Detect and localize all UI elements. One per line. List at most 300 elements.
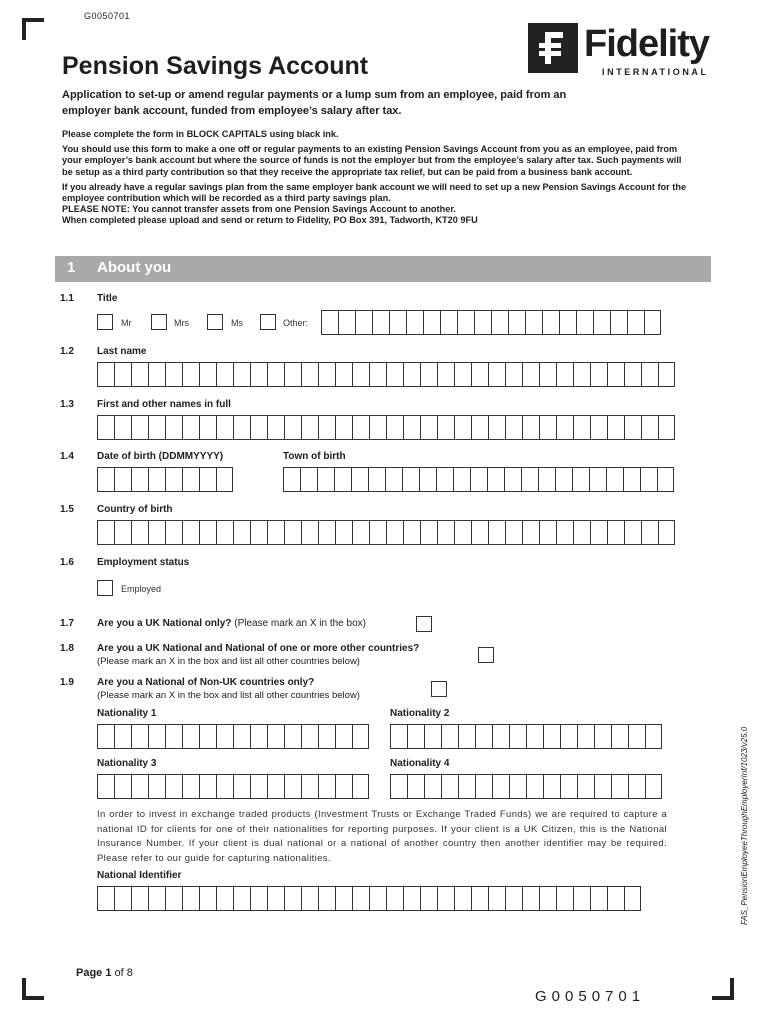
character-box[interactable] xyxy=(658,415,675,440)
character-box[interactable] xyxy=(624,362,641,387)
character-box[interactable] xyxy=(114,724,131,749)
character-box[interactable] xyxy=(437,415,454,440)
character-box[interactable] xyxy=(538,467,555,492)
character-box[interactable] xyxy=(624,886,641,911)
non-uk-only-label: Are you a National of Non-UK countries only? xyxy=(97,677,315,688)
character-box[interactable] xyxy=(131,724,148,749)
character-box[interactable] xyxy=(97,467,114,492)
character-box[interactable] xyxy=(318,724,335,749)
character-box[interactable] xyxy=(488,886,505,911)
character-box[interactable] xyxy=(216,520,233,545)
character-box[interactable] xyxy=(165,362,182,387)
character-box[interactable] xyxy=(453,467,470,492)
character-box[interactable] xyxy=(543,724,560,749)
character-box[interactable] xyxy=(560,774,577,799)
character-box[interactable] xyxy=(471,886,488,911)
character-box[interactable] xyxy=(522,415,539,440)
character-box[interactable] xyxy=(301,415,318,440)
character-box[interactable] xyxy=(233,724,250,749)
character-box[interactable] xyxy=(182,774,199,799)
character-box[interactable] xyxy=(267,774,284,799)
character-box[interactable] xyxy=(628,724,645,749)
character-box[interactable] xyxy=(641,362,658,387)
character-box[interactable] xyxy=(148,520,165,545)
fidelity-logo-icon xyxy=(528,23,578,73)
character-box[interactable] xyxy=(385,467,402,492)
character-box[interactable] xyxy=(199,467,216,492)
character-box[interactable] xyxy=(525,310,542,335)
character-box[interactable] xyxy=(492,774,509,799)
character-box[interactable] xyxy=(352,724,369,749)
character-box[interactable] xyxy=(407,774,424,799)
character-box[interactable] xyxy=(199,520,216,545)
character-box[interactable] xyxy=(458,774,475,799)
character-box[interactable] xyxy=(267,362,284,387)
character-box[interactable] xyxy=(555,467,572,492)
character-box[interactable] xyxy=(321,310,338,335)
intro-line: PLEASE NOTE: You cannot transfer assets from one Pension Savings Account to another. xyxy=(62,204,456,215)
character-box[interactable] xyxy=(97,520,114,545)
character-box[interactable] xyxy=(623,467,640,492)
character-box[interactable] xyxy=(658,520,675,545)
character-box[interactable] xyxy=(491,310,508,335)
non-uk-only-checkbox[interactable] xyxy=(431,681,447,697)
character-box[interactable] xyxy=(250,724,267,749)
character-box[interactable] xyxy=(301,362,318,387)
character-box[interactable] xyxy=(475,724,492,749)
character-box[interactable] xyxy=(657,467,674,492)
character-box[interactable] xyxy=(131,520,148,545)
character-box[interactable] xyxy=(522,886,539,911)
character-box[interactable] xyxy=(386,886,403,911)
character-box[interactable] xyxy=(233,520,250,545)
character-box[interactable] xyxy=(644,310,661,335)
character-box[interactable] xyxy=(539,886,556,911)
character-box[interactable] xyxy=(131,467,148,492)
character-box[interactable] xyxy=(471,520,488,545)
country-of-birth-input[interactable] xyxy=(97,520,675,545)
character-box[interactable] xyxy=(488,415,505,440)
character-box[interactable] xyxy=(165,774,182,799)
character-box[interactable] xyxy=(284,362,301,387)
page-current: 1 xyxy=(105,967,112,979)
character-box[interactable] xyxy=(284,886,301,911)
character-box[interactable] xyxy=(645,724,662,749)
character-box[interactable] xyxy=(556,520,573,545)
character-box[interactable] xyxy=(216,774,233,799)
form-reference-bottom: G0050701 xyxy=(535,988,646,1005)
character-box[interactable] xyxy=(267,724,284,749)
character-box[interactable] xyxy=(317,467,334,492)
character-box[interactable] xyxy=(250,415,267,440)
character-box[interactable] xyxy=(182,724,199,749)
character-box[interactable] xyxy=(542,310,559,335)
character-box[interactable] xyxy=(610,310,627,335)
character-box[interactable] xyxy=(199,886,216,911)
character-box[interactable] xyxy=(407,724,424,749)
character-box[interactable] xyxy=(335,774,352,799)
character-box[interactable] xyxy=(539,415,556,440)
character-box[interactable] xyxy=(114,467,131,492)
character-box[interactable] xyxy=(577,724,594,749)
character-box[interactable] xyxy=(114,362,131,387)
character-box[interactable] xyxy=(556,886,573,911)
character-box[interactable] xyxy=(284,774,301,799)
character-box[interactable] xyxy=(457,310,474,335)
character-box[interactable] xyxy=(475,774,492,799)
question-number: 1.9 xyxy=(60,677,74,688)
character-box[interactable] xyxy=(334,467,351,492)
character-box[interactable] xyxy=(301,724,318,749)
country-of-birth-label: Country of birth xyxy=(97,504,173,515)
character-box[interactable] xyxy=(488,362,505,387)
character-box[interactable] xyxy=(611,774,628,799)
character-box[interactable] xyxy=(114,415,131,440)
character-box[interactable] xyxy=(352,362,369,387)
character-box[interactable] xyxy=(423,310,440,335)
character-box[interactable] xyxy=(593,310,610,335)
character-box[interactable] xyxy=(526,724,543,749)
character-box[interactable] xyxy=(573,520,590,545)
title-other-input[interactable] xyxy=(321,310,661,335)
character-box[interactable] xyxy=(165,467,182,492)
title-ms-checkbox[interactable] xyxy=(207,314,223,330)
character-box[interactable] xyxy=(284,415,301,440)
character-box[interactable] xyxy=(284,724,301,749)
character-box[interactable] xyxy=(199,362,216,387)
character-box[interactable] xyxy=(369,520,386,545)
nationality-2-label: Nationality 2 xyxy=(390,708,450,719)
character-box[interactable] xyxy=(556,415,573,440)
character-box[interactable] xyxy=(284,520,301,545)
national-identifier-label: National Identifier xyxy=(97,870,182,881)
character-box[interactable] xyxy=(131,886,148,911)
title-mr-checkbox[interactable] xyxy=(97,314,113,330)
character-box[interactable] xyxy=(199,774,216,799)
character-box[interactable] xyxy=(474,310,491,335)
character-box[interactable] xyxy=(390,724,407,749)
character-box[interactable] xyxy=(420,520,437,545)
character-box[interactable] xyxy=(577,774,594,799)
character-box[interactable] xyxy=(505,362,522,387)
character-box[interactable] xyxy=(114,886,131,911)
character-box[interactable] xyxy=(606,467,623,492)
nationality-4-label: Nationality 4 xyxy=(390,758,450,769)
character-box[interactable] xyxy=(419,467,436,492)
character-box[interactable] xyxy=(492,724,509,749)
character-box[interactable] xyxy=(352,774,369,799)
character-box[interactable] xyxy=(97,724,114,749)
character-box[interactable] xyxy=(97,362,114,387)
brand-subtitle: INTERNATIONAL xyxy=(602,67,709,77)
character-box[interactable] xyxy=(505,886,522,911)
character-box[interactable] xyxy=(556,362,573,387)
title-label: Title xyxy=(97,293,118,304)
character-box[interactable] xyxy=(318,415,335,440)
character-box[interactable] xyxy=(352,886,369,911)
character-box[interactable] xyxy=(318,520,335,545)
character-box[interactable] xyxy=(590,362,607,387)
character-box[interactable] xyxy=(352,415,369,440)
character-box[interactable] xyxy=(386,415,403,440)
character-box[interactable] xyxy=(539,362,556,387)
character-box[interactable] xyxy=(508,310,525,335)
character-box[interactable] xyxy=(641,415,658,440)
dob-input[interactable] xyxy=(97,467,233,492)
character-box[interactable] xyxy=(590,520,607,545)
question-number: 1.7 xyxy=(60,618,74,629)
character-box[interactable] xyxy=(402,467,419,492)
character-box[interactable] xyxy=(335,362,352,387)
character-box[interactable] xyxy=(148,774,165,799)
character-box[interactable] xyxy=(148,467,165,492)
character-box[interactable] xyxy=(301,520,318,545)
character-box[interactable] xyxy=(559,310,576,335)
character-box[interactable] xyxy=(301,774,318,799)
character-box[interactable] xyxy=(590,415,607,440)
character-box[interactable] xyxy=(576,310,593,335)
character-box[interactable] xyxy=(165,520,182,545)
character-box[interactable] xyxy=(267,415,284,440)
character-box[interactable] xyxy=(386,362,403,387)
town-of-birth-input[interactable] xyxy=(283,467,674,492)
character-box[interactable] xyxy=(607,886,624,911)
character-box[interactable] xyxy=(182,520,199,545)
last-name-label: Last name xyxy=(97,346,147,357)
character-box[interactable] xyxy=(97,886,114,911)
character-box[interactable] xyxy=(471,362,488,387)
character-box[interactable] xyxy=(424,774,441,799)
character-box[interactable] xyxy=(454,886,471,911)
character-box[interactable] xyxy=(560,724,577,749)
character-box[interactable] xyxy=(369,886,386,911)
character-box[interactable] xyxy=(131,362,148,387)
character-box[interactable] xyxy=(318,886,335,911)
character-box[interactable] xyxy=(607,415,624,440)
employment-status-label: Employment status xyxy=(97,557,190,568)
character-box[interactable] xyxy=(436,467,453,492)
character-box[interactable] xyxy=(165,886,182,911)
character-box[interactable] xyxy=(301,886,318,911)
character-box[interactable] xyxy=(148,415,165,440)
character-box[interactable] xyxy=(658,362,675,387)
character-box[interactable] xyxy=(573,415,590,440)
character-box[interactable] xyxy=(182,362,199,387)
character-box[interactable] xyxy=(624,415,641,440)
character-box[interactable] xyxy=(335,724,352,749)
question-number: 1.4 xyxy=(60,451,74,462)
character-box[interactable] xyxy=(369,415,386,440)
character-box[interactable] xyxy=(594,724,611,749)
section-title: About you xyxy=(97,259,172,276)
character-box[interactable] xyxy=(390,774,407,799)
character-box[interactable] xyxy=(509,774,526,799)
character-box[interactable] xyxy=(470,467,487,492)
nationality-3-input[interactable] xyxy=(97,774,369,799)
character-box[interactable] xyxy=(488,520,505,545)
character-box[interactable] xyxy=(589,467,606,492)
character-box[interactable] xyxy=(199,415,216,440)
uk-national-only-checkbox[interactable] xyxy=(416,616,432,632)
character-box[interactable] xyxy=(318,774,335,799)
character-box[interactable] xyxy=(403,415,420,440)
character-box[interactable] xyxy=(352,520,369,545)
character-box[interactable] xyxy=(441,774,458,799)
character-box[interactable] xyxy=(97,415,114,440)
character-box[interactable] xyxy=(335,886,352,911)
character-box[interactable] xyxy=(607,520,624,545)
character-box[interactable] xyxy=(233,774,250,799)
character-box[interactable] xyxy=(250,520,267,545)
character-box[interactable] xyxy=(440,310,457,335)
character-box[interactable] xyxy=(437,886,454,911)
character-box[interactable] xyxy=(267,886,284,911)
character-box[interactable] xyxy=(505,415,522,440)
character-box[interactable] xyxy=(368,467,385,492)
first-names-input[interactable] xyxy=(97,415,675,440)
character-box[interactable] xyxy=(573,886,590,911)
character-box[interactable] xyxy=(641,520,658,545)
character-box[interactable] xyxy=(351,467,368,492)
character-box[interactable] xyxy=(267,520,284,545)
character-box[interactable] xyxy=(300,467,317,492)
character-box[interactable] xyxy=(458,724,475,749)
character-box[interactable] xyxy=(521,467,538,492)
character-box[interactable] xyxy=(182,415,199,440)
character-box[interactable] xyxy=(233,415,250,440)
character-box[interactable] xyxy=(420,886,437,911)
question-number: 1.1 xyxy=(60,293,74,304)
dob-label: Date of birth (DDMMYYYY) xyxy=(97,451,224,462)
character-box[interactable] xyxy=(335,415,352,440)
character-box[interactable] xyxy=(403,362,420,387)
character-box[interactable] xyxy=(318,362,335,387)
nationality-2-input[interactable] xyxy=(390,724,662,749)
character-box[interactable] xyxy=(573,362,590,387)
uk-and-other-label: Are you a UK National and National of one or more other countries? xyxy=(97,643,420,654)
title-other-checkbox[interactable] xyxy=(260,314,276,330)
form-reference-top: G0050701 xyxy=(84,11,131,21)
first-names-label: First and other names in full xyxy=(97,399,231,410)
option-label: Other: xyxy=(283,318,309,328)
character-box[interactable] xyxy=(526,774,543,799)
character-box[interactable] xyxy=(640,467,657,492)
character-box[interactable] xyxy=(454,415,471,440)
character-box[interactable] xyxy=(607,362,624,387)
character-box[interactable] xyxy=(454,362,471,387)
character-box[interactable] xyxy=(148,886,165,911)
character-box[interactable] xyxy=(233,886,250,911)
character-box[interactable] xyxy=(522,362,539,387)
character-box[interactable] xyxy=(487,467,504,492)
character-box[interactable] xyxy=(522,520,539,545)
character-box[interactable] xyxy=(539,520,556,545)
character-box[interactable] xyxy=(389,310,406,335)
employed-checkbox[interactable] xyxy=(97,580,113,596)
character-box[interactable] xyxy=(199,724,216,749)
character-box[interactable] xyxy=(420,415,437,440)
nationality-1-input[interactable] xyxy=(97,724,369,749)
nationality-4-input[interactable] xyxy=(390,774,662,799)
character-box[interactable] xyxy=(338,310,355,335)
character-box[interactable] xyxy=(97,774,114,799)
character-box[interactable] xyxy=(182,886,199,911)
question-hint: (Please mark an X in the box) xyxy=(234,618,366,629)
character-box[interactable] xyxy=(165,415,182,440)
character-box[interactable] xyxy=(403,886,420,911)
character-box[interactable] xyxy=(628,774,645,799)
character-box[interactable] xyxy=(216,362,233,387)
intro-text xyxy=(62,129,692,231)
character-box[interactable] xyxy=(437,520,454,545)
character-box[interactable] xyxy=(594,774,611,799)
character-box[interactable] xyxy=(437,362,454,387)
character-box[interactable] xyxy=(165,724,182,749)
character-box[interactable] xyxy=(216,467,233,492)
character-box[interactable] xyxy=(624,520,641,545)
character-box[interactable] xyxy=(372,310,389,335)
last-name-input[interactable] xyxy=(97,362,675,387)
character-box[interactable] xyxy=(454,520,471,545)
character-box[interactable] xyxy=(233,362,250,387)
character-box[interactable] xyxy=(355,310,372,335)
character-box[interactable] xyxy=(424,724,441,749)
character-box[interactable] xyxy=(505,520,522,545)
character-box[interactable] xyxy=(114,774,131,799)
character-box[interactable] xyxy=(250,774,267,799)
question-number: 1.2 xyxy=(60,346,74,357)
character-box[interactable] xyxy=(250,362,267,387)
character-box[interactable] xyxy=(182,467,199,492)
character-box[interactable] xyxy=(148,362,165,387)
character-box[interactable] xyxy=(283,467,300,492)
option-label: Ms xyxy=(231,318,243,328)
brand-name: Fidelity xyxy=(584,23,710,65)
character-box[interactable] xyxy=(335,520,352,545)
town-of-birth-label: Town of birth xyxy=(283,451,346,462)
national-identifier-input[interactable] xyxy=(97,886,641,911)
character-box[interactable] xyxy=(406,310,423,335)
character-box[interactable] xyxy=(216,724,233,749)
character-box[interactable] xyxy=(216,886,233,911)
character-box[interactable] xyxy=(645,774,662,799)
character-box[interactable] xyxy=(543,774,560,799)
character-box[interactable] xyxy=(386,520,403,545)
character-box[interactable] xyxy=(369,362,386,387)
character-box[interactable] xyxy=(509,724,526,749)
character-box[interactable] xyxy=(611,724,628,749)
character-box[interactable] xyxy=(114,520,131,545)
character-box[interactable] xyxy=(590,886,607,911)
uk-and-other-checkbox[interactable] xyxy=(478,647,494,663)
section-header xyxy=(55,256,711,282)
character-box[interactable] xyxy=(216,415,233,440)
character-box[interactable] xyxy=(627,310,644,335)
intro-line: If you already have a regular savings plan from the same employer bank account we will need to set up a new Pension Savings Account for the employee contribution which will be recorded as a third party savings plan. xyxy=(62,181,687,204)
character-box[interactable] xyxy=(131,415,148,440)
character-box[interactable] xyxy=(471,415,488,440)
character-box[interactable] xyxy=(441,724,458,749)
character-box[interactable] xyxy=(148,724,165,749)
character-box[interactable] xyxy=(403,520,420,545)
character-box[interactable] xyxy=(572,467,589,492)
character-box[interactable] xyxy=(420,362,437,387)
character-box[interactable] xyxy=(504,467,521,492)
character-box[interactable] xyxy=(250,886,267,911)
title-mrs-checkbox[interactable] xyxy=(151,314,167,330)
character-box[interactable] xyxy=(131,774,148,799)
national-id-explanation: In order to invest in exchange traded products (Investment Trusts or Exchange Traded Funds) we are required to capture a national ID for clients for one of their nationalities for reporting purposes. If your client is a UK Citizen, this is the National Insurance Number. If your client is dual national or a national of another country then another identifier may be required. Please refer to our guide for capturing nationalities. xyxy=(97,809,667,864)
